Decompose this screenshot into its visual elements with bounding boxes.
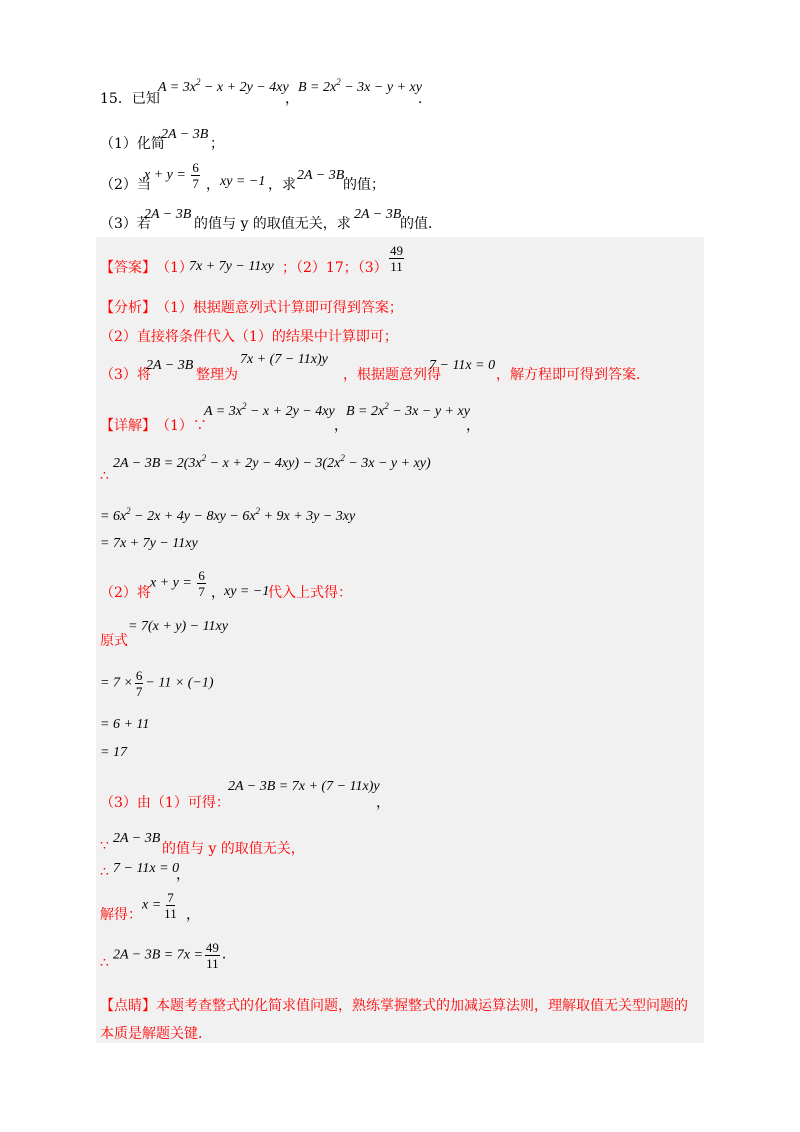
fraction-denominator: 7 [135, 684, 143, 699]
comment-line2: 本质是解题关键． [100, 1026, 212, 1042]
detail-part2-sep: ， [211, 585, 225, 601]
detail-x-solution: x = $\frac{7}{11}$ [142, 890, 177, 921]
detail-part3-label: （3）由（1）可得： [100, 795, 230, 811]
comment-line1: 本题考查整式的化简求值问题，熟练掌握整式的加减运算法则，理解取值无关型问题的 [156, 998, 688, 1014]
part1-label: （1）化简 [100, 136, 165, 152]
detail-part1-label: （1）∵ [156, 418, 207, 434]
detail-part3-period: ， [176, 867, 190, 883]
part1-end: ； [210, 136, 224, 152]
part2-end: 的值； [343, 177, 385, 193]
detail-expression-a: $A = 3x^2 - x + 2y - 4xy$ [204, 401, 335, 419]
part2-condition1: x + y = $\frac{6}{7}$ [144, 160, 199, 191]
fraction-numerator: 6 [198, 568, 205, 583]
analysis-line3-d: ，解方程即可得到答案． [496, 367, 650, 383]
fraction-denominator: 11 [164, 906, 177, 921]
period: ． [418, 91, 432, 107]
answer-tag: 【答案】 [100, 260, 156, 276]
part3-expression: 2A − 3B [144, 207, 192, 222]
part2-mid: ，求 [268, 177, 296, 193]
fraction-denominator: 7 [192, 176, 199, 191]
analysis-line3-c: ，根据题意列得 [343, 367, 441, 383]
detail-part3-expression: 2A − 3B = 7x + (7 − 11x)y [228, 779, 380, 794]
part1-expression: 2A − 3B [161, 127, 209, 142]
analysis-line2: （2）直接将条件代入（1）的结果中计算即可； [100, 329, 398, 345]
detail-s3: = 6 + 11 [100, 717, 150, 732]
part2-condition2: xy = −1 [220, 174, 266, 189]
original-expression-label: 原式 [100, 633, 128, 649]
question-number: 15．已知 [100, 91, 160, 107]
part3-expression2: 2A − 3B [354, 207, 402, 222]
analysis-tag: 【分析】 [100, 300, 156, 316]
therefore-symbol-3: ∴ [100, 955, 109, 971]
detail-part3-equation: 7 − 11x = 0 [113, 861, 180, 876]
detail-s4: = 17 [100, 745, 127, 760]
detail-part2-condition1: x + y = $\frac{6}{7}$ [150, 568, 205, 599]
detail-step3: = 7x + 7y − 11xy [100, 536, 198, 551]
expression-b: $B = 2x^2 - 3x - y$ + xy [298, 77, 422, 95]
analysis-line3-b: 整理为 [196, 367, 238, 383]
part2-sep: ， [206, 177, 220, 193]
part2-label: （2）当 [100, 177, 151, 193]
detail-sep2: ， [466, 418, 480, 434]
comment-tag: 【点睛】 [100, 998, 156, 1014]
detail-s1: = 7(x + y) − 11xy [128, 619, 228, 634]
expression-a: $A = 3x^2 - x + 2y - 4xy$ [158, 77, 289, 95]
detail-part3-expression2: 2A − 3B [113, 831, 161, 846]
detail-part3-independent: 的值与 y 的取值无关， [162, 841, 305, 857]
fraction-denominator: 11 [206, 956, 219, 971]
therefore-symbol: ∴ [100, 468, 109, 484]
detail-part3-sep: ， [376, 795, 390, 811]
therefore-symbol-2: ∴ [100, 864, 109, 880]
fraction-numerator: 6 [135, 668, 143, 683]
analysis-expression2: 7x + (7 − 11x)y [240, 352, 328, 367]
because-symbol: ∵ [100, 838, 109, 854]
fraction-denominator: 11 [390, 259, 403, 274]
analysis-line1: （1）根据题意列式计算即可得到答案； [156, 300, 403, 316]
detail-part2-condition2: xy = −1 [224, 584, 270, 599]
analysis-expression3: 7 − 11x = 0 [429, 358, 496, 373]
part2-expression: 2A − 3B [297, 168, 345, 183]
fraction-numerator: 49 [205, 940, 219, 955]
answer-value1: 7x + 7y − 11xy [189, 259, 274, 274]
analysis-line3-a: （3）将 [100, 367, 151, 383]
part3-mid: 的值与 y 的取值无关，求 [194, 216, 351, 232]
detail-s2: = 7 × $\frac{6}{7}$ − 11 × (−1) [100, 668, 214, 699]
separator: ， [285, 91, 299, 107]
answer-part2-3: ；（2）17；（3） [282, 260, 388, 276]
part3-label: （3）若 [100, 216, 151, 232]
detail-part2-label: （2）将 [100, 585, 151, 601]
detail-final: 2A − 3B = 7x = $\frac{49}{11}$ ． [113, 940, 236, 971]
detail-tag: 【详解】 [100, 418, 156, 434]
fraction-numerator: 49 [390, 243, 403, 258]
detail-x-sep: ， [186, 907, 200, 923]
fraction-numerator: 7 [167, 890, 174, 905]
answer-value3 [387, 243, 406, 274]
part3-end: 的值． [400, 216, 442, 232]
detail-part2-tail: 代入上式得： [268, 585, 352, 601]
solve-label: 解得： [100, 907, 142, 923]
detail-step2: = $6x^2 - 2x + 4y - 8xy - 6x^2 + 9x + 3y - 3xy$ [100, 506, 356, 524]
analysis-expression: 2A − 3B [146, 358, 194, 373]
detail-sep: ， [334, 418, 348, 434]
detail-expression-b: $B = 2x^2 - 3x - y$ + xy [346, 401, 470, 419]
fraction-denominator: 7 [198, 584, 205, 599]
detail-step1: $2A - 3B = 2(3x^2 - x + 2y - 4xy) - 3(2x^2 - 3x - y + xy)$ [113, 453, 431, 471]
answer-part1-label: （1） [156, 260, 193, 276]
fraction-numerator: 6 [192, 160, 199, 175]
